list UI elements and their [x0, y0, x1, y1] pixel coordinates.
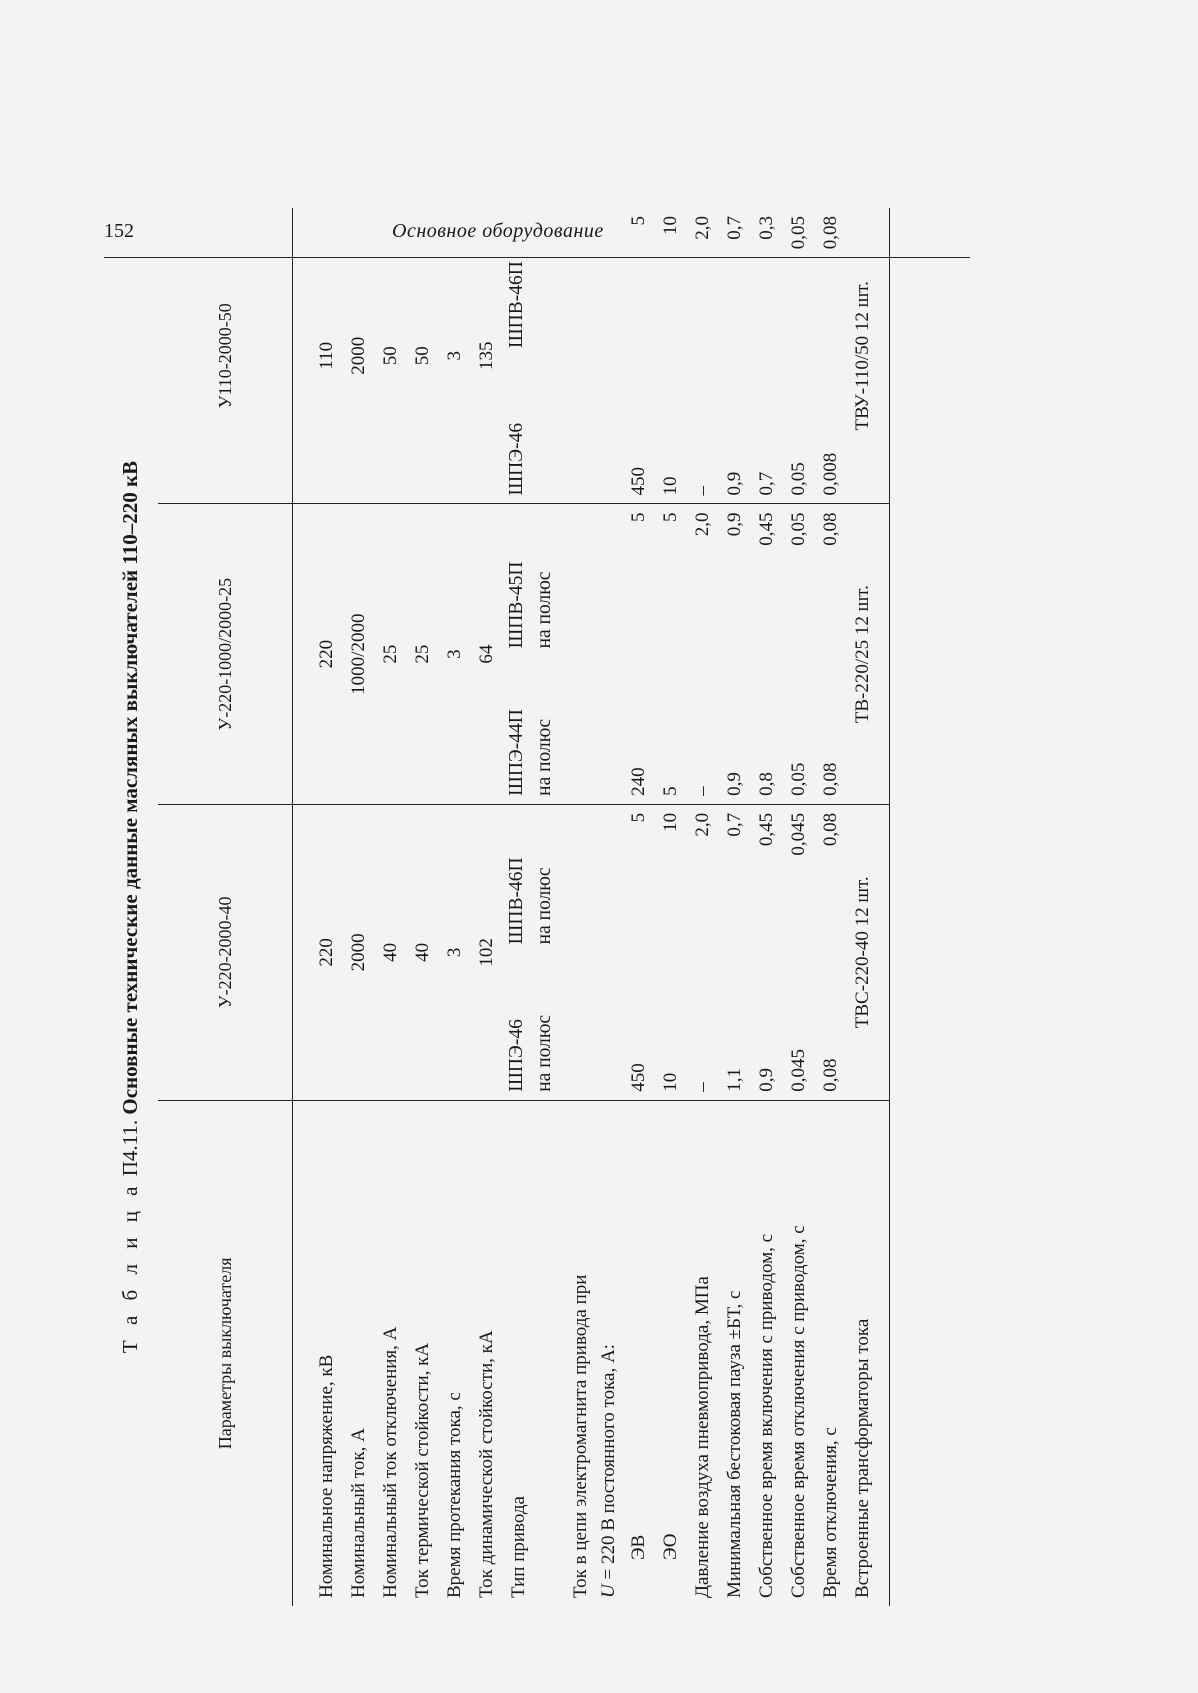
- cell: 0,05: [788, 216, 809, 250]
- table-row: [471, 208, 503, 1606]
- cell: 10: [660, 216, 681, 235]
- table-row: [407, 208, 439, 1606]
- drive-cell: [503, 356, 559, 504]
- cell: 0,08: [815, 656, 847, 804]
- row-label: Ток термической стойкости, кА: [412, 1342, 433, 1598]
- row-label: ЭО: [660, 1533, 681, 1560]
- cell: 64: [471, 504, 503, 804]
- cell: ТВУ-110/50 12 шт.: [847, 208, 890, 504]
- cell: 0,08: [815, 952, 847, 1100]
- table-row: [847, 208, 890, 1606]
- cell: 0,045: [788, 812, 809, 856]
- cell: 0,05: [788, 512, 809, 546]
- cell: 0,9: [719, 656, 751, 804]
- row-label: Собственное время отключения с приводом, с: [788, 1225, 809, 1598]
- cell: 1000/2000: [343, 504, 375, 804]
- cell: 50: [407, 208, 439, 504]
- breaker-specs-table: [158, 208, 890, 1606]
- row-label: Номинальный ток отключения, А: [380, 1326, 401, 1598]
- running-title: Основное оборудование: [392, 220, 604, 242]
- cell: [559, 208, 623, 504]
- cell: –: [687, 356, 719, 504]
- cell: 0,7: [751, 356, 783, 504]
- table-row: [503, 208, 559, 1606]
- cell: 0,05: [783, 656, 815, 804]
- cell: 3: [439, 208, 471, 504]
- row-label: Время отключения, с: [820, 1427, 841, 1598]
- model-header-2: У-220-1000/2000-25: [158, 504, 293, 804]
- caption-label: Т а б л и ц а: [118, 1181, 142, 1354]
- drive-name: ШПЭ-46: [506, 422, 527, 496]
- cell: 5: [628, 216, 649, 226]
- cell: 25: [375, 504, 407, 804]
- cell: –: [687, 952, 719, 1100]
- row-label: Ток динамической стойкости, кА: [476, 1330, 497, 1598]
- cell: 25: [407, 504, 439, 804]
- table-caption: [110, 208, 150, 1606]
- table-row: [343, 208, 375, 1606]
- cell: 0,9: [724, 512, 745, 537]
- cell: 2000: [343, 804, 375, 1100]
- cell: 2000: [343, 208, 375, 504]
- cell: 5: [628, 512, 649, 522]
- cell: ТВС-220-40 12 шт.: [847, 804, 890, 1100]
- drive-cell: [503, 504, 559, 656]
- cell: 10: [655, 952, 687, 1100]
- cell: 450: [623, 952, 655, 1100]
- table-row: [623, 208, 655, 1606]
- table-row: [293, 208, 344, 1606]
- cell: 3: [439, 804, 471, 1100]
- cell: 2,0: [692, 812, 713, 837]
- row-label-line: = 220 В постоянного тока, А:: [598, 1344, 619, 1585]
- rotated-table-block: [110, 208, 958, 1606]
- drive-name: ШПВ-46П: [506, 857, 527, 945]
- param-column-header: Параметры выключателя: [158, 1100, 293, 1606]
- drive-name: ШПЭ-44П: [506, 709, 527, 796]
- cell: 0,7: [724, 216, 745, 240]
- table-row: [559, 208, 623, 1606]
- drive-name: ШПВ-45П: [506, 561, 527, 649]
- table-row: [687, 208, 719, 1606]
- table-row: [439, 208, 471, 1606]
- drive-note: на полюс: [534, 1014, 555, 1092]
- cell: 110: [293, 208, 344, 504]
- row-label: Собственное время включения с приводом, с: [756, 1233, 777, 1598]
- voltage-variable: U: [598, 1584, 619, 1598]
- cell: 40: [375, 804, 407, 1100]
- drive-note: на полюс: [534, 718, 555, 796]
- drive-note: на полюс: [534, 571, 555, 649]
- cell: 450: [623, 356, 655, 504]
- cell: 102: [471, 804, 503, 1100]
- drive-cell: [503, 208, 559, 356]
- cell: 3: [439, 504, 471, 804]
- drive-cell: [503, 952, 559, 1100]
- cell: 40: [407, 804, 439, 1100]
- drive-cell: [503, 804, 559, 952]
- row-label-line: Ток в цепи электромагнита привода при: [570, 1274, 591, 1598]
- row-label: Давление воздуха пневмопривода, МПа: [692, 1276, 713, 1598]
- drive-name: ШПЭ-46: [506, 1019, 527, 1092]
- model-header-1: У-220-2000-40: [158, 804, 293, 1100]
- cell: 1,1: [719, 952, 751, 1100]
- cell: 0,3: [756, 216, 777, 240]
- cell: 0,08: [820, 216, 841, 250]
- caption-title: Основные технические данные масляных выключателей 110–220 кВ: [118, 460, 142, 1115]
- cell: 10: [660, 812, 681, 832]
- row-label: Тип привода: [508, 1496, 529, 1598]
- row-label: Время протекания тока, с: [444, 1392, 465, 1598]
- row-label: Номинальный ток, А: [348, 1428, 369, 1598]
- cell: 5: [660, 512, 681, 522]
- drive-note: на полюс: [534, 867, 555, 945]
- cell: 0,045: [783, 952, 815, 1100]
- cell: 10: [655, 356, 687, 504]
- row-label: [559, 1100, 623, 1606]
- table-row: [751, 208, 783, 1606]
- row-label: Номинальное напряжение, кВ: [316, 1354, 337, 1598]
- table-row: [655, 208, 687, 1606]
- cell: 220: [293, 504, 344, 804]
- cell: [559, 804, 623, 1100]
- cell: 0,9: [751, 952, 783, 1100]
- cell: –: [687, 656, 719, 804]
- cell: 0,7: [724, 812, 745, 837]
- row-label: Минимальная бестоковая пауза ±БТ, с: [724, 1290, 745, 1598]
- cell: 0,9: [719, 356, 751, 504]
- cell: 5: [655, 656, 687, 804]
- cell: 2,0: [692, 512, 713, 537]
- caption-number: П4.11.: [118, 1119, 142, 1177]
- table-row: [375, 208, 407, 1606]
- cell: [559, 504, 623, 804]
- cell: 0,05: [783, 356, 815, 504]
- cell: 50: [375, 208, 407, 504]
- drive-name: ШПВ-46П: [506, 261, 527, 349]
- cell: 0,08: [820, 812, 841, 847]
- cell: 0,08: [820, 512, 841, 546]
- table-header-row: [158, 208, 293, 1606]
- model-header-3: У110-2000-50: [158, 208, 293, 504]
- cell: 220: [293, 804, 344, 1100]
- cell: 0,45: [756, 512, 777, 546]
- page-number: 152: [104, 220, 134, 242]
- cell: 0,008: [815, 356, 847, 504]
- table-row: [783, 208, 815, 1606]
- row-label: ЭВ: [628, 1534, 649, 1560]
- row-label: Встроенные трансформаторы тока: [847, 1100, 890, 1606]
- cell: 0,8: [751, 656, 783, 804]
- cell: 0,45: [756, 812, 777, 847]
- drive-cell: [503, 656, 559, 804]
- table-row: [719, 208, 751, 1606]
- cell: ТВ-220/25 12 шт.: [847, 504, 890, 804]
- table-row: [815, 208, 847, 1606]
- cell: 135: [471, 208, 503, 504]
- cell: 5: [628, 812, 649, 823]
- cell: 2,0: [692, 216, 713, 240]
- cell: 240: [623, 656, 655, 804]
